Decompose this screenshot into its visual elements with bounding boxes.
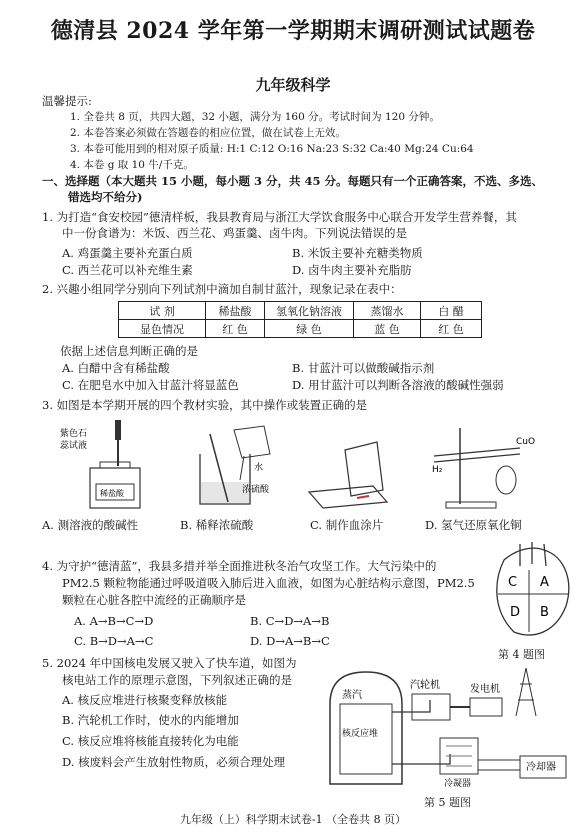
q3-figure-d xyxy=(420,420,550,512)
q4-stem-line2: PM2.5 颗粒物能通过呼吸道吸入肺后进入血液，如图为心脏结构示意图，PM2.5 xyxy=(62,576,475,590)
fig-label: 冷凝器 xyxy=(444,779,472,789)
q3-figure-a xyxy=(60,418,170,510)
fig-label: 蒸汽 xyxy=(342,690,362,701)
fig-label: 紫色石 xyxy=(60,429,88,439)
table-cell: 蒸馏水 xyxy=(354,302,421,320)
table-cell: 红 色 xyxy=(421,320,482,338)
q5-stem-line2: 核电站工作的原理示意图，下列叙述正确的是 xyxy=(62,673,292,687)
q2-stem: 2. 兴趣小组同学分别向下列试剂中滴加自制甘蓝汁，现象记录在表中： xyxy=(42,282,402,296)
q3-option-a: A. 测溶液的酸碱性 xyxy=(42,518,139,532)
table-cell: 白 醋 xyxy=(421,302,482,320)
heart-label: C xyxy=(508,575,518,590)
q2-lead: 依据上述信息判断正确的是 xyxy=(60,344,198,358)
notice-item-4: 4. 本卷 g 取 10 牛/千克。 xyxy=(70,159,194,171)
table-cell: 试 剂 xyxy=(119,302,206,320)
heart-label: D xyxy=(510,605,521,620)
page-footer: 九年级（上）科学期末试卷-1 （全卷共 8 页） xyxy=(179,813,407,826)
exam-subtitle: 九年级科学 xyxy=(255,76,331,94)
exam-title: 德清县 2024 学年第一学期期末调研测试试题卷 xyxy=(50,18,536,44)
heart-label: A xyxy=(540,575,549,590)
q4-option-d: D. D→A→B→C xyxy=(250,634,330,648)
notice-heading: 温馨提示: xyxy=(42,94,92,108)
fig-label: 核反应堆 xyxy=(342,729,379,739)
q5-stem-line1: 5. 2024 年中国核电发展又驶入了快车道，如图为 xyxy=(42,656,297,670)
q4-option-c: C. B→D→A→C xyxy=(74,634,154,648)
heart-label: B xyxy=(540,605,549,620)
q5-option-c: C. 核反应堆将核能直接转化为电能 xyxy=(62,734,239,748)
fig-label: H₂ xyxy=(432,465,443,475)
q2-result-table xyxy=(118,301,482,338)
q2-option-b: B. 甘蓝汁可以做酸碱指示剂 xyxy=(292,361,435,375)
table-cell: 稀盐酸 xyxy=(206,302,265,320)
q3-option-b: B. 稀释浓硫酸 xyxy=(180,518,254,532)
fig-label: 蕊试液 xyxy=(60,441,88,451)
q4-figure-caption: 第 4 题图 xyxy=(498,648,545,661)
q4-option-b: B. C→D→A→B xyxy=(250,614,330,628)
table-row xyxy=(119,320,482,338)
q3-option-c: C. 制作血涂片 xyxy=(310,518,384,532)
q1-option-c: C. 西兰花可以补充维生素 xyxy=(62,263,193,277)
q3-figure-b xyxy=(190,424,290,510)
q1-stem-line2: 中一份食谱为：米饭、西兰花、鸡蛋羹、卤牛肉。下列说法错误的是 xyxy=(62,226,407,240)
q4-stem-line3: 颗粒在心脏各腔中流经的正确顺序是 xyxy=(62,593,246,607)
fig-label: CuO xyxy=(516,437,536,447)
table-cell: 绿 色 xyxy=(265,320,354,338)
q4-option-a: A. A→B→C→D xyxy=(74,614,154,628)
q4-stem-line1: 4. 为守护“德清蓝”，我县多措并举全面推进秋冬治气攻坚工作。大气污染中的 xyxy=(42,559,437,573)
q5-figure-caption: 第 5 题图 xyxy=(424,796,471,809)
q5-plant-figure xyxy=(320,664,582,794)
q1-option-d: D. 卤牛肉主要补充脂肪 xyxy=(292,263,412,277)
q5-option-a: A. 核反应堆进行核聚变释放核能 xyxy=(62,693,228,707)
table-cell: 红 色 xyxy=(206,320,265,338)
q2-option-d: D. 用甘蓝汁可以判断各溶液的酸碱性强弱 xyxy=(292,378,504,392)
q3-figure-c xyxy=(305,440,400,510)
q1-stem-line1: 1. 为打造“食安校园”德清样板，我县教育局与浙江大学饮食服务中心联合开发学生营养餐，其 xyxy=(42,210,517,224)
table-row xyxy=(119,302,482,320)
q1-option-a: A. 鸡蛋羹主要补充蛋白质 xyxy=(62,246,193,260)
section-heading-line1: 一、选择题（本大题共 15 小题，每小题 3 分，共 45 分。每题只有一个正确答案，不选、多选、 xyxy=(42,174,544,188)
q3-option-d: D. 氢气还原氧化铜 xyxy=(425,518,522,532)
q4-heart-figure xyxy=(484,540,574,642)
fig-label: 水 xyxy=(254,463,264,473)
section-heading-line2: 错选均不给分) xyxy=(68,190,143,204)
fig-label: 发电机 xyxy=(470,684,500,695)
table-cell: 蓝 色 xyxy=(354,320,421,338)
q5-option-d: D. 核废料会产生放射性物质，必须合理处理 xyxy=(62,755,286,769)
q2-option-a: A. 白醋中含有稀盐酸 xyxy=(62,361,170,375)
fig-label: 稀盐酸 xyxy=(100,489,124,498)
q5-option-b: B. 汽轮机工作时，使水的内能增加 xyxy=(62,713,239,727)
fig-label: 汽轮机 xyxy=(410,680,440,691)
q1-option-b: B. 米饭主要补充糖类物质 xyxy=(292,246,423,260)
table-cell: 显色情况 xyxy=(119,320,206,338)
fig-label: 浓硫酸 xyxy=(242,485,270,495)
table-cell: 氢氧化钠溶液 xyxy=(265,302,354,320)
fig-label: 冷却器 xyxy=(526,762,556,773)
notice-item-2: 2. 本卷答案必须做在答题卷的相应位置，做在试卷上无效。 xyxy=(70,127,346,139)
q2-option-c: C. 在肥皂水中加入甘蓝汁将显蓝色 xyxy=(62,378,239,392)
q3-stem: 3. 如图是本学期开展的四个教材实验，其中操作或装置正确的是 xyxy=(42,398,368,412)
notice-item-1: 1. 全卷共 8 页，共四大题，32 小题，满分为 160 分。考试时间为 120 分钟。 xyxy=(70,111,440,123)
notice-item-3: 3. 本卷可能用到的相对原子质量: H:1 C:12 O:16 Na:23 S:32 Ca:40 Mg:24 Cu:64 xyxy=(70,143,474,155)
